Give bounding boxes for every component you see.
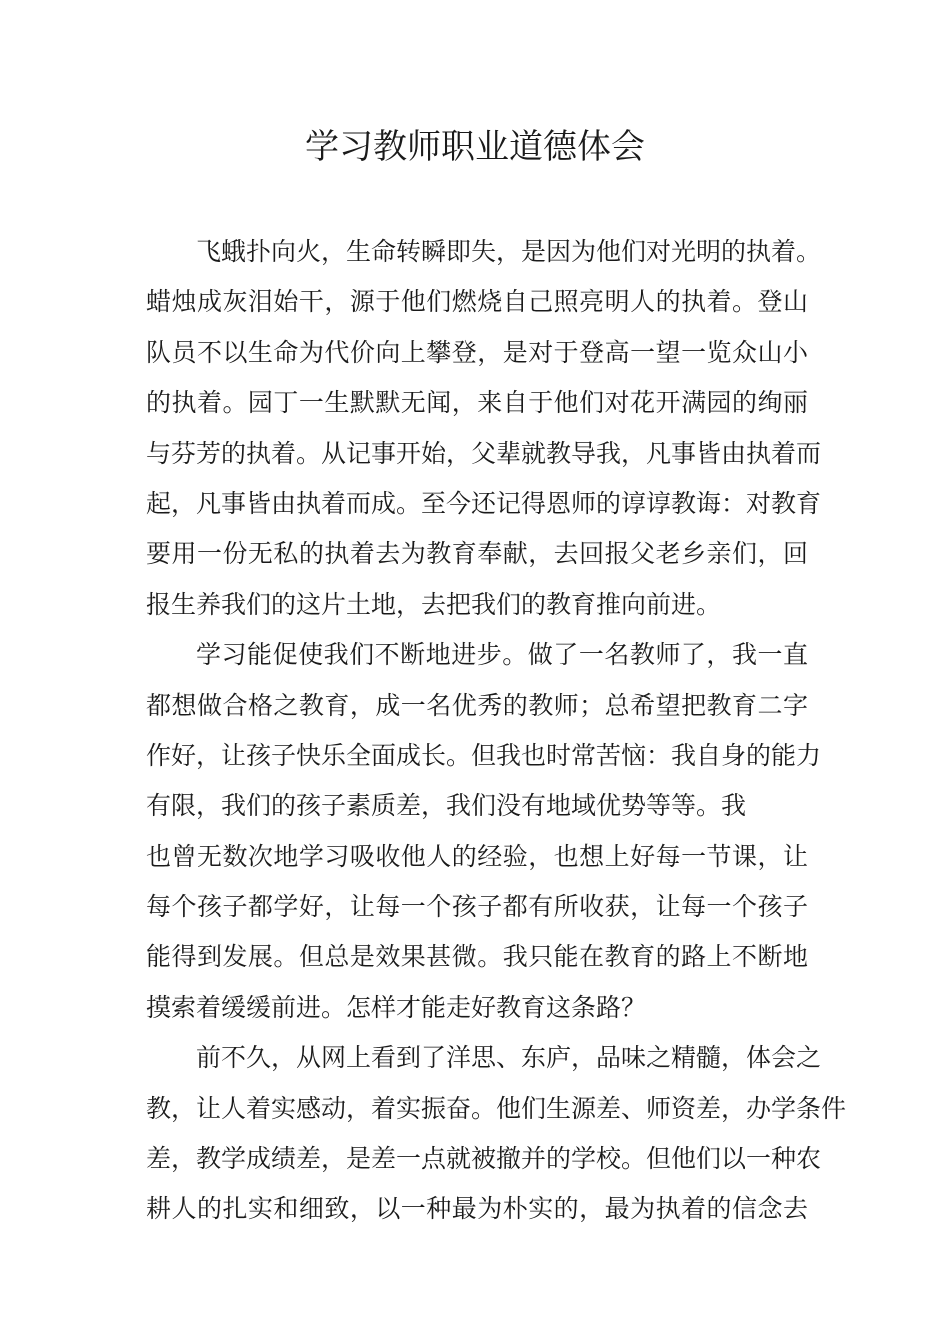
paragraph-line: 差，教学成绩差，是差一点就被撤并的学校。但他们以一种农 <box>146 1144 822 1174</box>
paragraph-line: 有限，我们的孩子素质差，我们没有地域优势等等。我 <box>146 791 747 821</box>
paragraph-line: 作好，让孩子快乐全面成长。但我也时常苦恼：我自身的能力 <box>146 740 822 770</box>
paragraph-line: 都想做合格之教育，成一名优秀的教师；总希望把教育二字 <box>146 690 808 720</box>
paragraph-line: 与芬芳的执着。从记事开始，父辈就教导我，凡事皆由执着而 <box>146 438 822 468</box>
paragraph-line: 每个孩子都学好，让每一个孩子都有所收获，让每一个孩子 <box>146 892 808 922</box>
paragraph-line: 前不久，从网上看到了洋思、东庐，品味之精髓，体会之 <box>196 1043 822 1073</box>
paragraph-line: 也曾无数次地学习吸收他人的经验，也想上好每一节课，让 <box>146 841 808 871</box>
paragraph-line: 的执着。园丁一生默默无闻，来自于他们对花开满园的绚丽 <box>146 388 808 418</box>
paragraph-line: 耕人的扎实和细致，以一种最为朴实的，最为执着的信念去 <box>146 1194 808 1224</box>
paragraph-line: 学习能促使我们不断地进步。做了一名教师了，我一直 <box>196 640 808 670</box>
paragraph-line: 要用一份无私的执着去为教育奉献，去回报父老乡亲们，回 <box>146 539 808 569</box>
paragraph-line: 队员不以生命为代价向上攀登，是对于登高一望一览众山小 <box>146 337 808 367</box>
document-title: 学习教师职业道德体会 <box>305 127 645 167</box>
paragraph-line: 摸索着缓缓前进。怎样才能走好教育这条路？ <box>146 992 647 1022</box>
paragraph-line: 报生养我们的这片土地，去把我们的教育推向前进。 <box>146 589 722 619</box>
document-body <box>146 227 847 1235</box>
paragraph-line: 飞蛾扑向火，生命转瞬即失，是因为他们对光明的执着。 <box>196 237 822 266</box>
paragraph-line: 能得到发展。但总是效果甚微。我只能在教育的路上不断地 <box>146 942 808 972</box>
paragraph-line: 起，凡事皆由执着而成。至今还记得恩师的谆谆教诲：对教育 <box>146 488 822 518</box>
paragraph-line: 教，让人着实感动，着实振奋。他们生源差、师资差，办学条件 <box>146 1093 847 1123</box>
paragraph-line: 蜡烛成灰泪始干，源于他们燃烧自己照亮明人的执着。登山 <box>146 287 808 317</box>
